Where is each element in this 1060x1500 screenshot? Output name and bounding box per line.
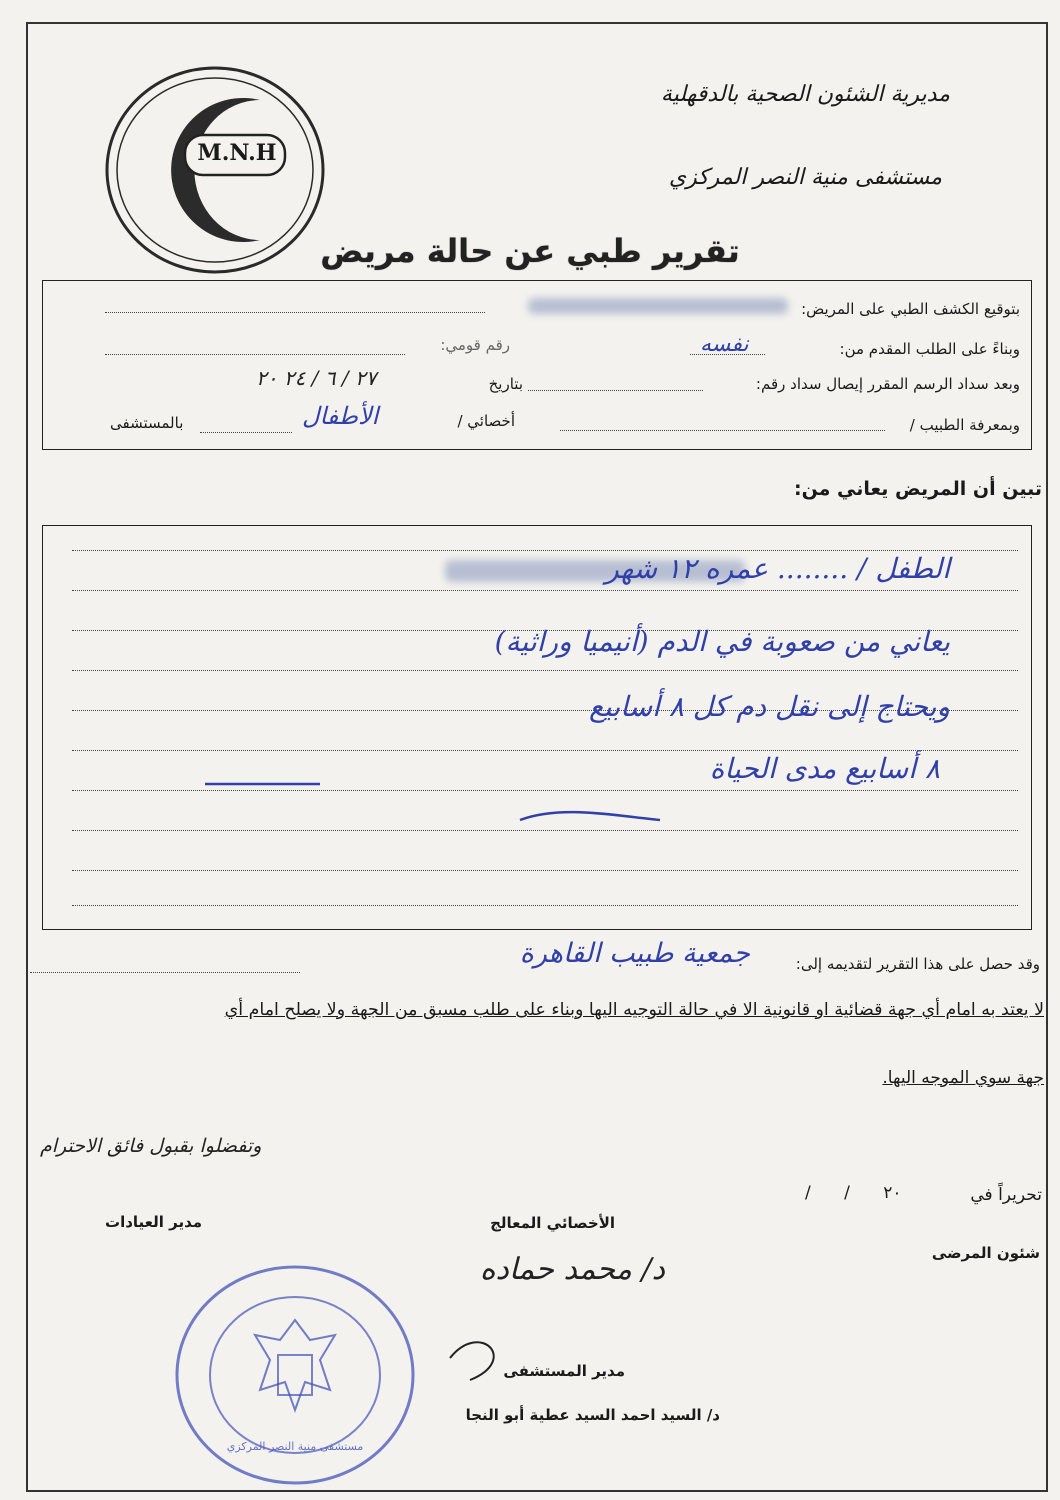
- date-label: بتاريخ: [488, 375, 523, 393]
- official-stamp: [170, 1260, 420, 1490]
- logo-text: M.N.H: [197, 140, 277, 166]
- stamp-ring-text: مستشفى منية النصر المركزي: [226, 1440, 364, 1453]
- purpose-label: وقد حصل على هذا التقرير لتقديمه إلى:: [795, 955, 1040, 973]
- attending-specialist-label: الأخصائي المعالج: [490, 1214, 615, 1232]
- exam-label: بتوقيع الكشف الطبي على المريض:: [801, 300, 1020, 318]
- hospital-name: مستشفى منية النصر المركزي: [668, 165, 942, 190]
- handwritten-doctor-name: د/ محمد حماده: [479, 1252, 665, 1287]
- request-label: وبناءً على الطلب المقدم من:: [839, 340, 1020, 358]
- closing-text: وتفضلوا بقبول فائق الاحترام: [40, 1135, 262, 1157]
- requester-value: نفسه: [700, 332, 749, 357]
- hospital-director-label: مدير المستشفى: [503, 1362, 625, 1380]
- written-on-label: تحريراً في: [970, 1185, 1042, 1205]
- director-name: د/ السيد احمد السيد عطية أبو النجا: [465, 1406, 720, 1424]
- eagle-seal-icon: [170, 1260, 420, 1490]
- specialist-label: أخصائي /: [457, 412, 515, 430]
- finding-line-1: الطفل / ........ عمره ١٢ شهر: [605, 552, 950, 585]
- date-value: ٢٧ / ٦ / ٢٤ ٢٠: [256, 366, 377, 390]
- directorate-name: مديرية الشئون الصحية بالدقهلية: [660, 82, 950, 107]
- patient-affairs-label: شئون المرضى: [931, 1244, 1040, 1262]
- finding-line-4: ٨ أسابيع مدى الحياة: [709, 752, 940, 785]
- fee-label: وبعد سداد الرسم المقرر إيصال سداد رقم:: [755, 375, 1020, 393]
- disclaimer-line-1: لا يعتد به امام أي جهة قضائية او قانونية الا في حالة التوجيه اليها وبناء على طلب مسبق من الجهة ولا يصلح امام أي: [224, 1000, 1044, 1020]
- finding-line-2: يعاني من صعوبة في الدم (أنيميا وراثية): [494, 625, 950, 658]
- findings-heading: تبين أن المريض يعاني من:: [793, 478, 1042, 500]
- national-id-label: رقم قومي:: [440, 336, 510, 354]
- clinics-director-label: مدير العيادات: [105, 1213, 203, 1231]
- hospital-suffix: بالمستشفى: [110, 414, 184, 432]
- purpose-dots: [30, 960, 300, 973]
- doctor-label: وبمعرفة الطبيب /: [909, 416, 1020, 434]
- finding-line-3: ويحتاج إلى نقل دم كل ٨ أسابيع: [589, 690, 950, 723]
- purpose-value: جمعية طبيب القاهرة: [519, 938, 750, 969]
- page-title: تقرير طبي عن حالة مريض: [320, 232, 740, 270]
- disclaimer-line-2: جهة سوي الموجه اليها.: [882, 1068, 1044, 1088]
- written-on-date: / / ٢٠: [805, 1183, 902, 1203]
- specialist-value: الأطفال: [302, 402, 379, 430]
